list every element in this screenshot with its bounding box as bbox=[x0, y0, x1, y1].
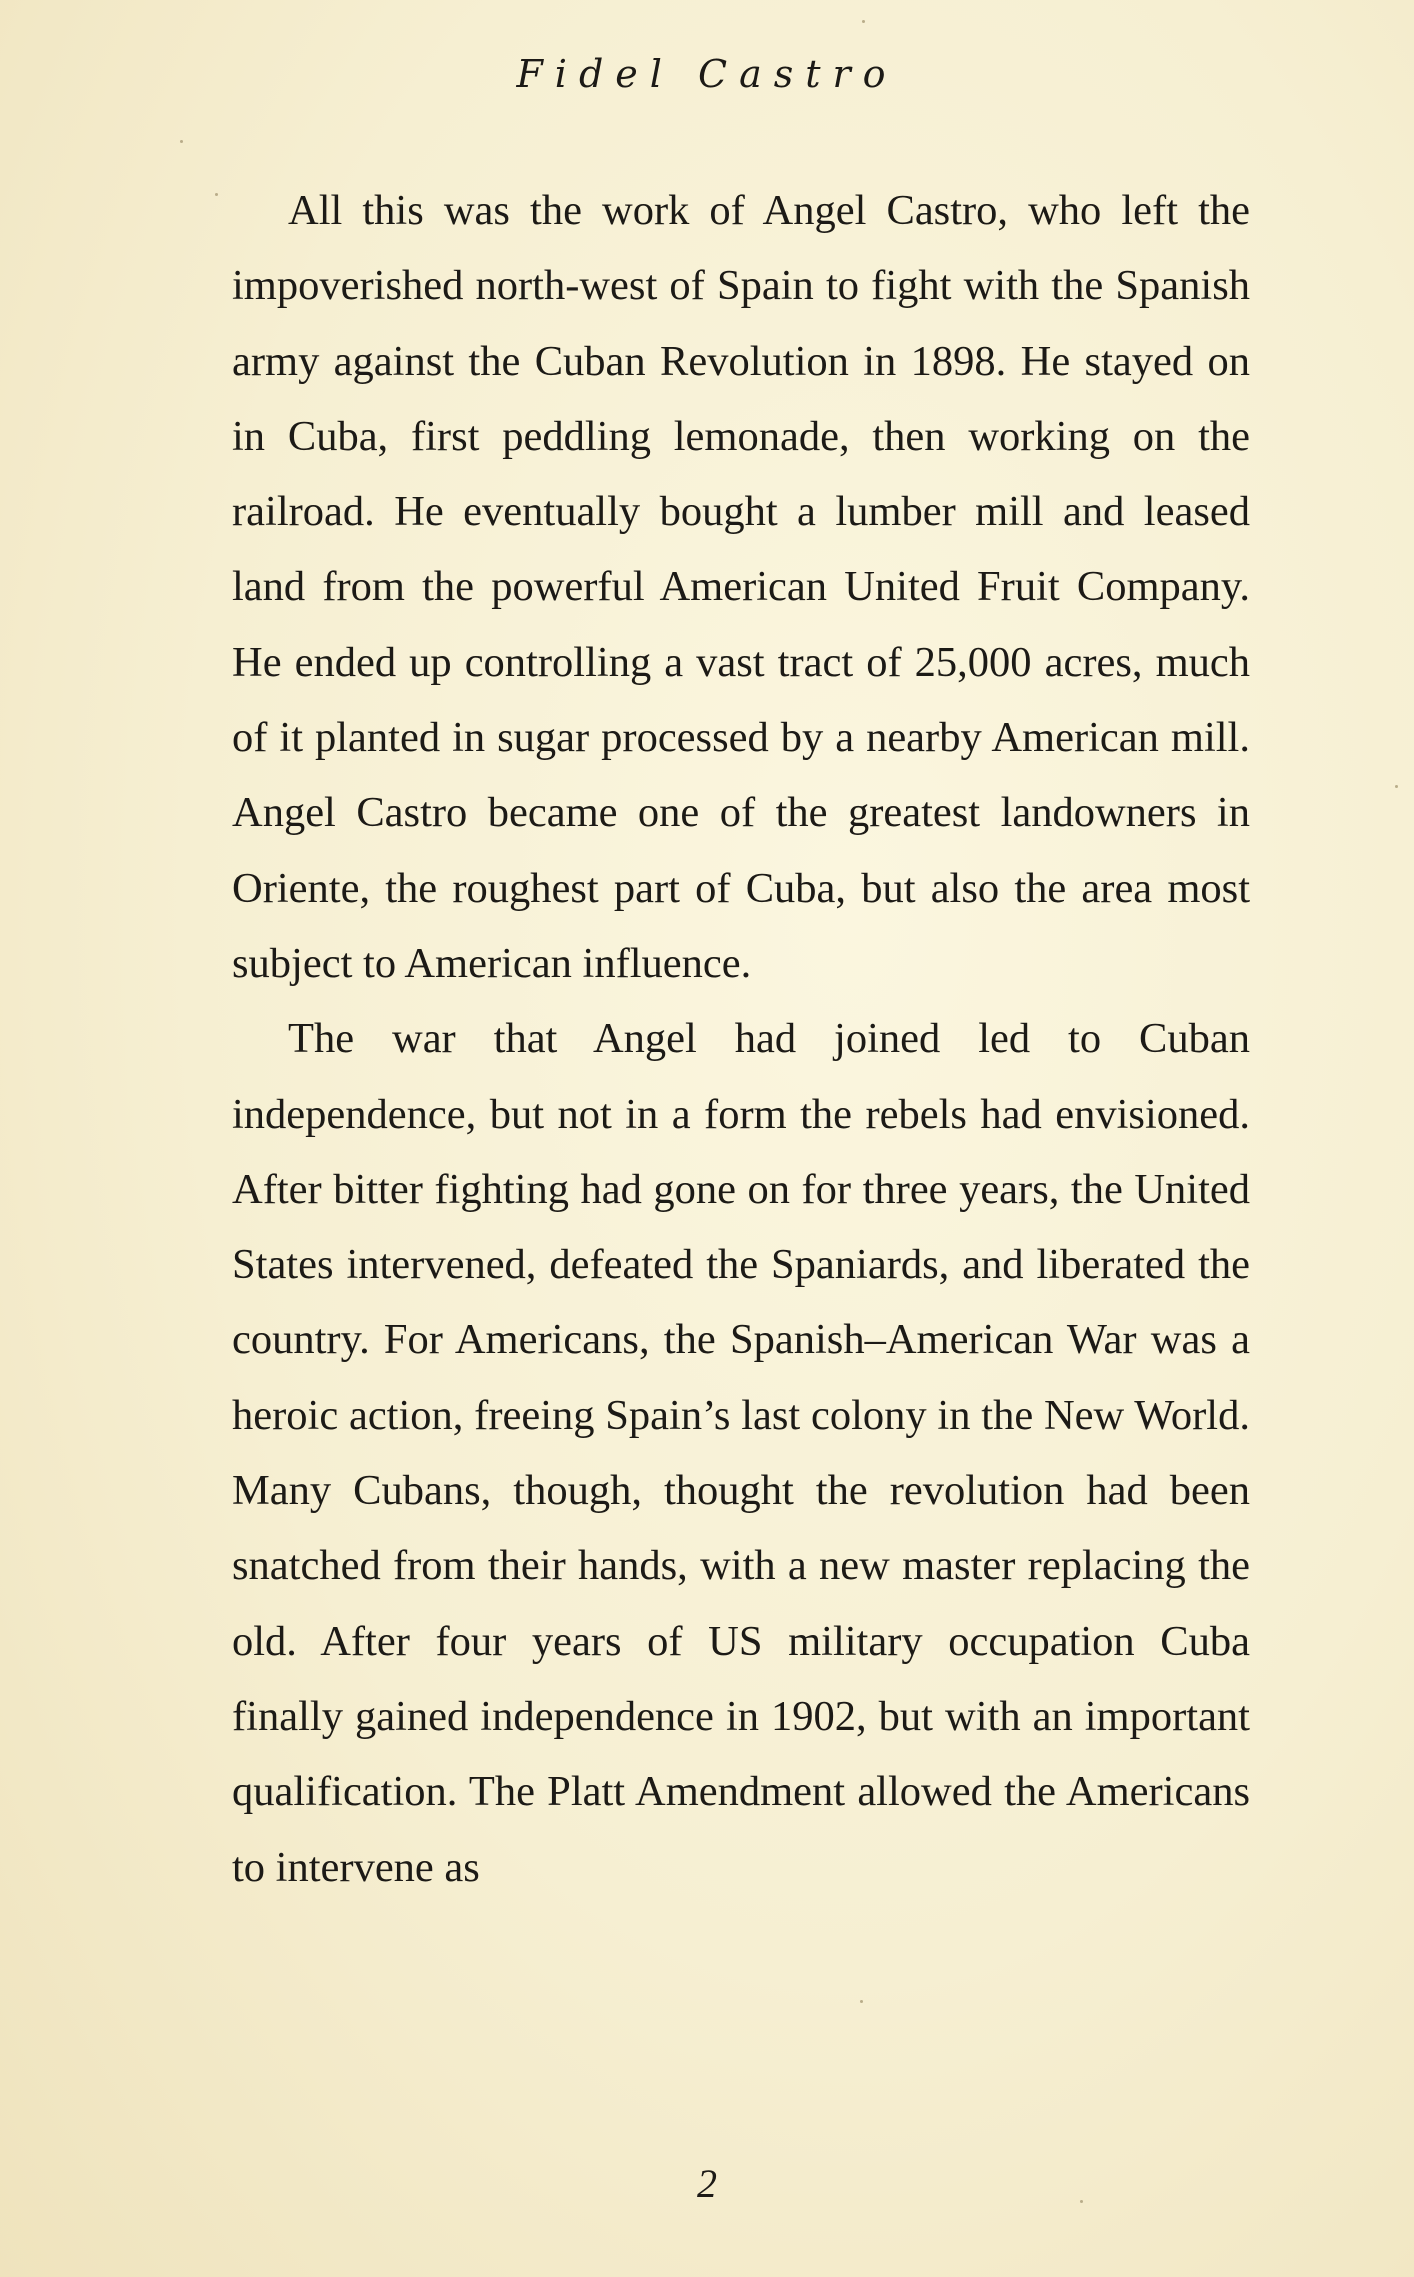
page-number: 2 bbox=[697, 2161, 717, 2206]
paper-speck bbox=[180, 140, 183, 143]
paragraph: The war that Angel had joined led to Cuban independence, but not in a form the rebels had envisioned. After bitter fighting had gone on for three years, the United States intervened, defeated the Spaniards, and liberated the country. For Americans, the Spanish–American War was a heroic action, freeing Spain’s last colony in the New World. Many Cubans, though, thought the revolution had been snatched from their hands, with a new master replacing the old. After four years of US military occupation Cuba finally gained independence in 1902, but with an important qualification. The Platt Amendment allowed the Americans to intervene as bbox=[232, 1015, 1250, 1891]
paragraph: All this was the work of Angel Castro, who left the impoverished north-west of Spain to fight with the Spanish army against the Cuban Revolution in 1898. He stayed on in Cuba, first peddling lemonade, then working on the railroad. He eventually bought a lumber mill and leased land from the powerful American United Fruit Company. He ended up controlling a vast tract of 25,000 acres, much of it planted in sugar processed by a nearby American mill. Angel Castro became one of the greatest landowners in Oriente, the roughest part of Cuba, but also the area most subject to American influence. bbox=[232, 187, 1250, 987]
paper-speck bbox=[862, 20, 865, 23]
paper-speck bbox=[215, 193, 218, 196]
paper-speck bbox=[860, 2000, 863, 2003]
paper-speck bbox=[1080, 2200, 1083, 2203]
body-text bbox=[232, 173, 1250, 1905]
running-head: Fidel Castro bbox=[516, 52, 898, 96]
paper-speck bbox=[1395, 785, 1398, 788]
